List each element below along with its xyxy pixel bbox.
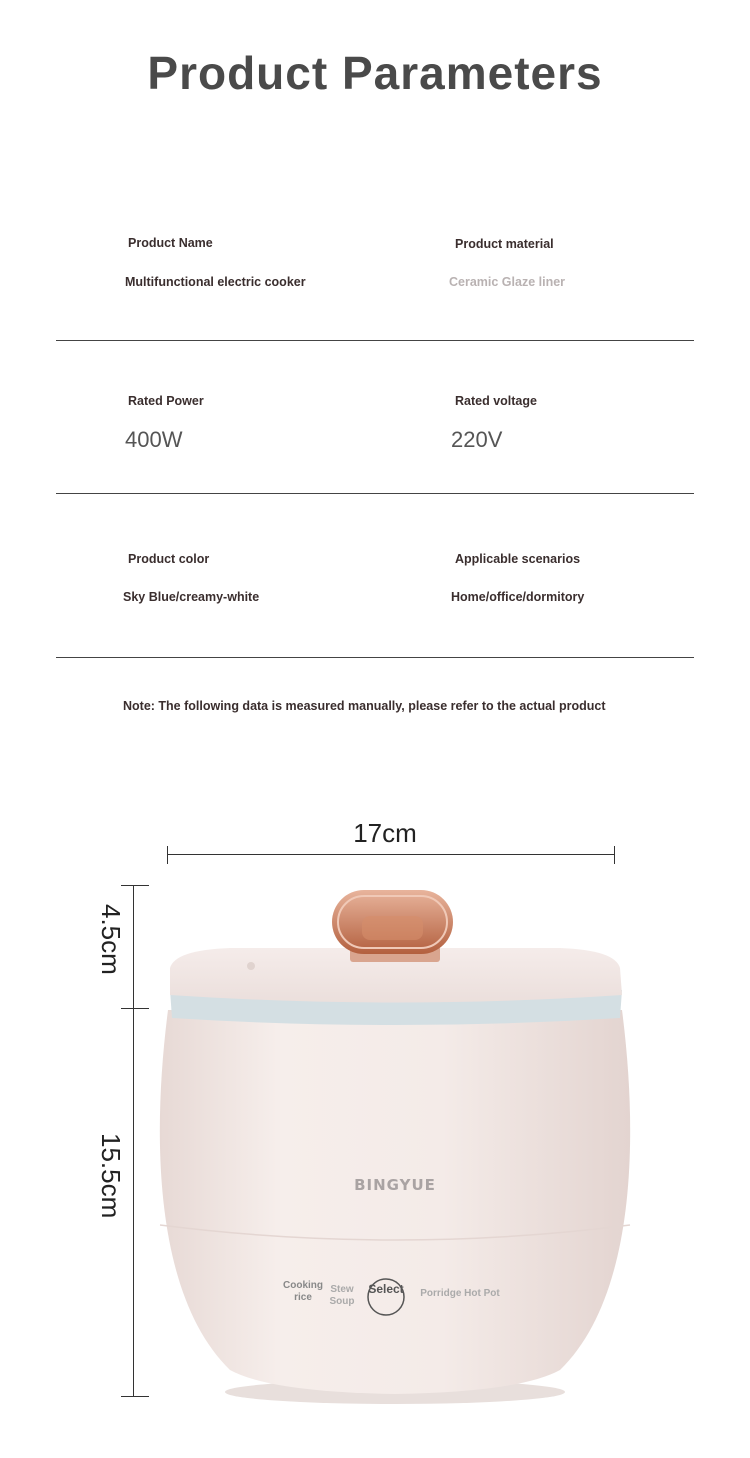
param-value-rated-voltage: 220V — [451, 427, 503, 452]
cooker-body — [160, 1010, 630, 1394]
brand-logo: BINGYUE — [354, 1176, 436, 1194]
width-dimension-label: 17cm — [353, 818, 417, 848]
param-label-product-material: Product material — [455, 237, 554, 251]
param-value-applicable-scenarios: Home/office/dormitory — [451, 590, 585, 604]
param-label-rated-voltage: Rated voltage — [455, 394, 537, 408]
body-height-label: 15.5cm — [96, 1133, 126, 1219]
page-title: Product Parameters — [147, 47, 603, 99]
stew-soup-button[interactable]: Stew Soup — [329, 1284, 355, 1307]
param-value-product-color: Sky Blue/creamy-white — [123, 590, 260, 604]
param-value-product-material: Ceramic Glaze liner — [449, 275, 566, 289]
param-value-product-name: Multifunctional electric cooker — [125, 275, 306, 289]
param-label-product-color: Product color — [128, 552, 210, 566]
lid-height-label: 4.5cm — [96, 904, 126, 975]
cooking-rice-button[interactable]: Cooking rice — [283, 1280, 323, 1303]
param-value-rated-power: 400W — [125, 427, 183, 452]
param-label-rated-power: Rated Power — [128, 394, 204, 408]
measurement-note: Note: The following data is measured manually, please refer to the actual product — [123, 699, 606, 713]
select-button[interactable]: Select — [368, 1282, 404, 1296]
param-label-product-name: Product Name — [128, 236, 213, 250]
porridge-hot-pot-button[interactable]: Porridge Hot Pot — [420, 1288, 500, 1299]
param-label-applicable-scenarios: Applicable scenarios — [455, 552, 581, 566]
